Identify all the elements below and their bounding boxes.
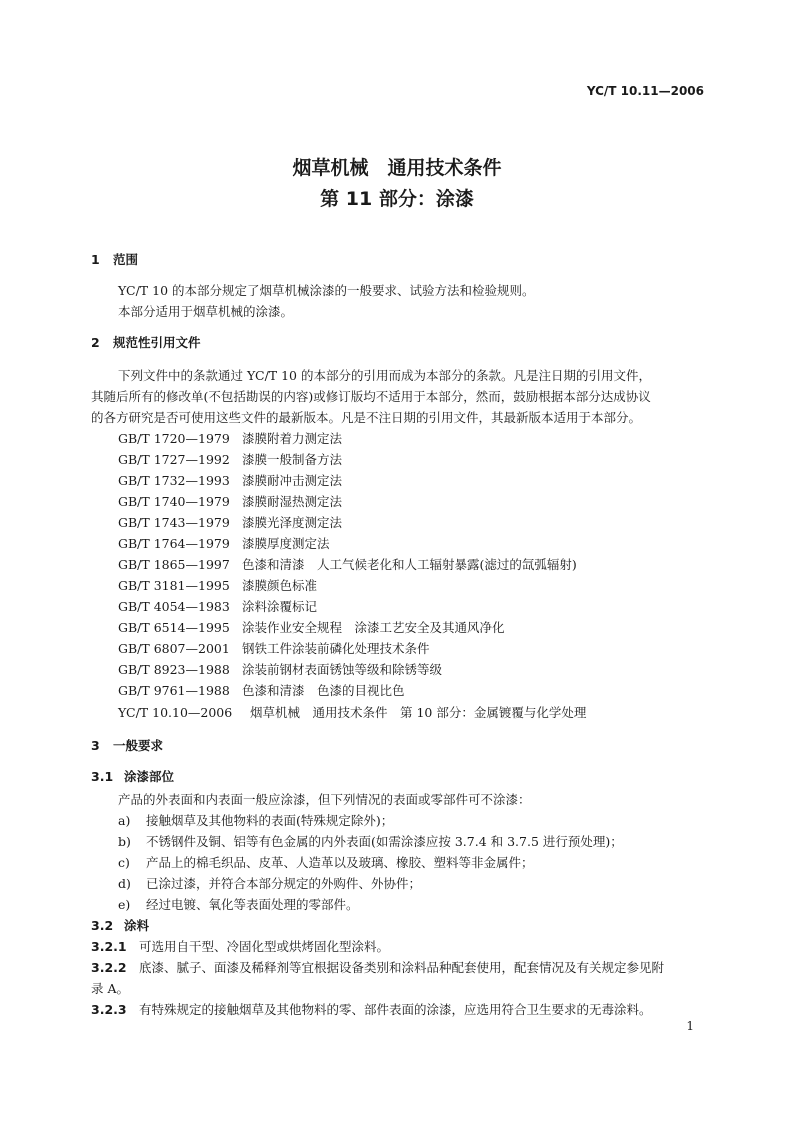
reference-code: GB/T 1740—1979 <box>118 494 230 509</box>
paragraph: 本部分适用于烟草机械的涂漆。 <box>118 304 294 319</box>
reference-code: GB/T 8923—1988 <box>118 662 230 677</box>
list-item <box>118 897 359 913</box>
list-text: 不锈钢件及铜、铝等有色金属的内外表面(如需涂漆应按 3.7.4 和 3.7.5 进行预处理)； <box>146 834 623 849</box>
paragraph: 下列文件中的条款通过 YC/T 10 的本部分的引用而成为本部分的条款。凡是注日期的引用文件， <box>118 368 651 383</box>
page-number: 1 <box>686 1019 694 1033</box>
reference-title: 钢铁工件涂装前磷化处理技术条件 <box>242 641 430 656</box>
reference-title: 漆膜耐冲击测定法 <box>242 473 343 488</box>
reference-title: 色漆和清漆 色漆的目视比色 <box>242 683 405 698</box>
reference-item <box>118 515 342 531</box>
subsection-number: 3.2 <box>91 918 114 933</box>
clause-text: 可选用自干型、冷固化型或烘烤固化型涂料。 <box>139 939 390 954</box>
section-title: 范围 <box>113 252 139 267</box>
list-label: a) <box>118 813 131 828</box>
reference-code: GB/T 1720—1979 <box>118 431 230 446</box>
reference-item <box>118 578 317 594</box>
section-title: 规范性引用文件 <box>113 335 201 350</box>
reference-code: GB/T 1743—1979 <box>118 515 230 530</box>
reference-item <box>118 557 577 573</box>
list-text: 已涂过漆，并符合本部分规定的外购件、外协件； <box>146 876 422 891</box>
reference-item <box>118 641 430 657</box>
reference-item <box>118 536 330 552</box>
list-text: 产品上的棉毛织品、皮革、人造革以及玻璃、橡胶、塑料等非金属件； <box>146 855 534 870</box>
clause-text: 有特殊规定的接触烟草及其他物料的零、部件表面的涂漆，应选用符合卫生要求的无毒涂料。 <box>139 1002 652 1017</box>
subsection-title: 涂料 <box>124 918 150 933</box>
reference-code: GB/T 1764—1979 <box>118 536 230 551</box>
paragraph: 的各方研究是否可使用这些文件的最新版本。凡是不注日期的引用文件，其最新版本适用于本部分。 <box>91 410 642 425</box>
reference-item <box>118 620 505 636</box>
reference-title: 漆膜附着力测定法 <box>242 431 343 446</box>
reference-code: GB/T 1865—1997 <box>118 557 230 572</box>
title-line-1: 烟草机械 通用技术条件 <box>292 157 502 179</box>
reference-title: 色漆和清漆 人工气候老化和人工辐射暴露(滤过的氙弧辐射) <box>242 557 577 572</box>
document-code: YC/T 10.11—2006 <box>586 84 704 98</box>
list-label: e) <box>118 897 131 912</box>
clause-text-continued: 录 A。 <box>91 981 130 996</box>
reference-item <box>118 599 317 615</box>
paragraph: 其随后所有的修改单(不包括勘误的内容)或修订版均不适用于本部分，然而，鼓励根据本部分达成协议 <box>91 389 651 404</box>
reference-title: 烟草机械 通用技术条件 第 10 部分：金属镀覆与化学处理 <box>250 705 587 720</box>
reference-code: GB/T 1732—1993 <box>118 473 230 488</box>
clause-number: 3.2.1 <box>91 939 127 954</box>
reference-item <box>118 662 442 678</box>
subsection-title: 涂漆部位 <box>124 769 175 784</box>
subsection-number: 3.1 <box>91 769 114 784</box>
section-number: 2 <box>91 335 100 350</box>
reference-item <box>118 431 342 447</box>
clause-number: 3.2.3 <box>91 1002 127 1017</box>
reference-item <box>118 705 586 721</box>
reference-title: 涂装前钢材表面锈蚀等级和除锈等级 <box>242 662 443 677</box>
reference-title: 漆膜颜色标准 <box>242 578 318 593</box>
list-label: d) <box>118 876 131 891</box>
reference-code: GB/T 1727—1992 <box>118 452 230 467</box>
reference-title: 漆膜厚度测定法 <box>242 536 330 551</box>
list-label: c) <box>118 855 130 870</box>
title-line-2: 第 11 部分：涂漆 <box>320 188 474 210</box>
section-title: 一般要求 <box>113 738 164 753</box>
clause-text: 底漆、腻子、面漆及稀释剂等宜根据设备类别和涂料品种配套使用，配套情况及有关规定参见附 <box>139 960 665 975</box>
paragraph: YC/T 10 的本部分规定了烟草机械涂漆的一般要求、试验方法和检验规则。 <box>118 283 535 298</box>
reference-item <box>118 683 405 699</box>
list-item <box>118 834 623 850</box>
list-text: 经过电镀、氧化等表面处理的零部件。 <box>146 897 359 912</box>
reference-item <box>118 473 342 489</box>
reference-item <box>118 494 342 510</box>
list-label: b) <box>118 834 131 849</box>
reference-title: 漆膜一般制备方法 <box>242 452 343 467</box>
reference-title: 涂装作业安全规程 涂漆工艺安全及其通风净化 <box>242 620 505 635</box>
reference-title: 涂料涂覆标记 <box>242 599 318 614</box>
list-item <box>118 813 393 829</box>
reference-code: GB/T 4054—1983 <box>118 599 230 614</box>
reference-item <box>118 452 342 468</box>
list-item <box>118 876 421 892</box>
reference-code: GB/T 6807—2001 <box>118 641 230 656</box>
section-number: 1 <box>91 252 100 267</box>
list-text: 接触烟草及其他物料的表面(特殊规定除外)； <box>146 813 394 828</box>
reference-code: GB/T 6514—1995 <box>118 620 230 635</box>
paragraph: 产品的外表面和内表面一般应涂漆，但下列情况的表面或零部件可不涂漆： <box>118 792 531 807</box>
reference-title: 漆膜光泽度测定法 <box>242 515 343 530</box>
reference-title: 漆膜耐湿热测定法 <box>242 494 343 509</box>
reference-code: YC/T 10.10—2006 <box>118 705 233 720</box>
list-item <box>118 855 534 871</box>
reference-code: GB/T 3181—1995 <box>118 578 230 593</box>
reference-code: GB/T 9761—1988 <box>118 683 230 698</box>
clause-number: 3.2.2 <box>91 960 127 975</box>
section-number: 3 <box>91 738 100 753</box>
